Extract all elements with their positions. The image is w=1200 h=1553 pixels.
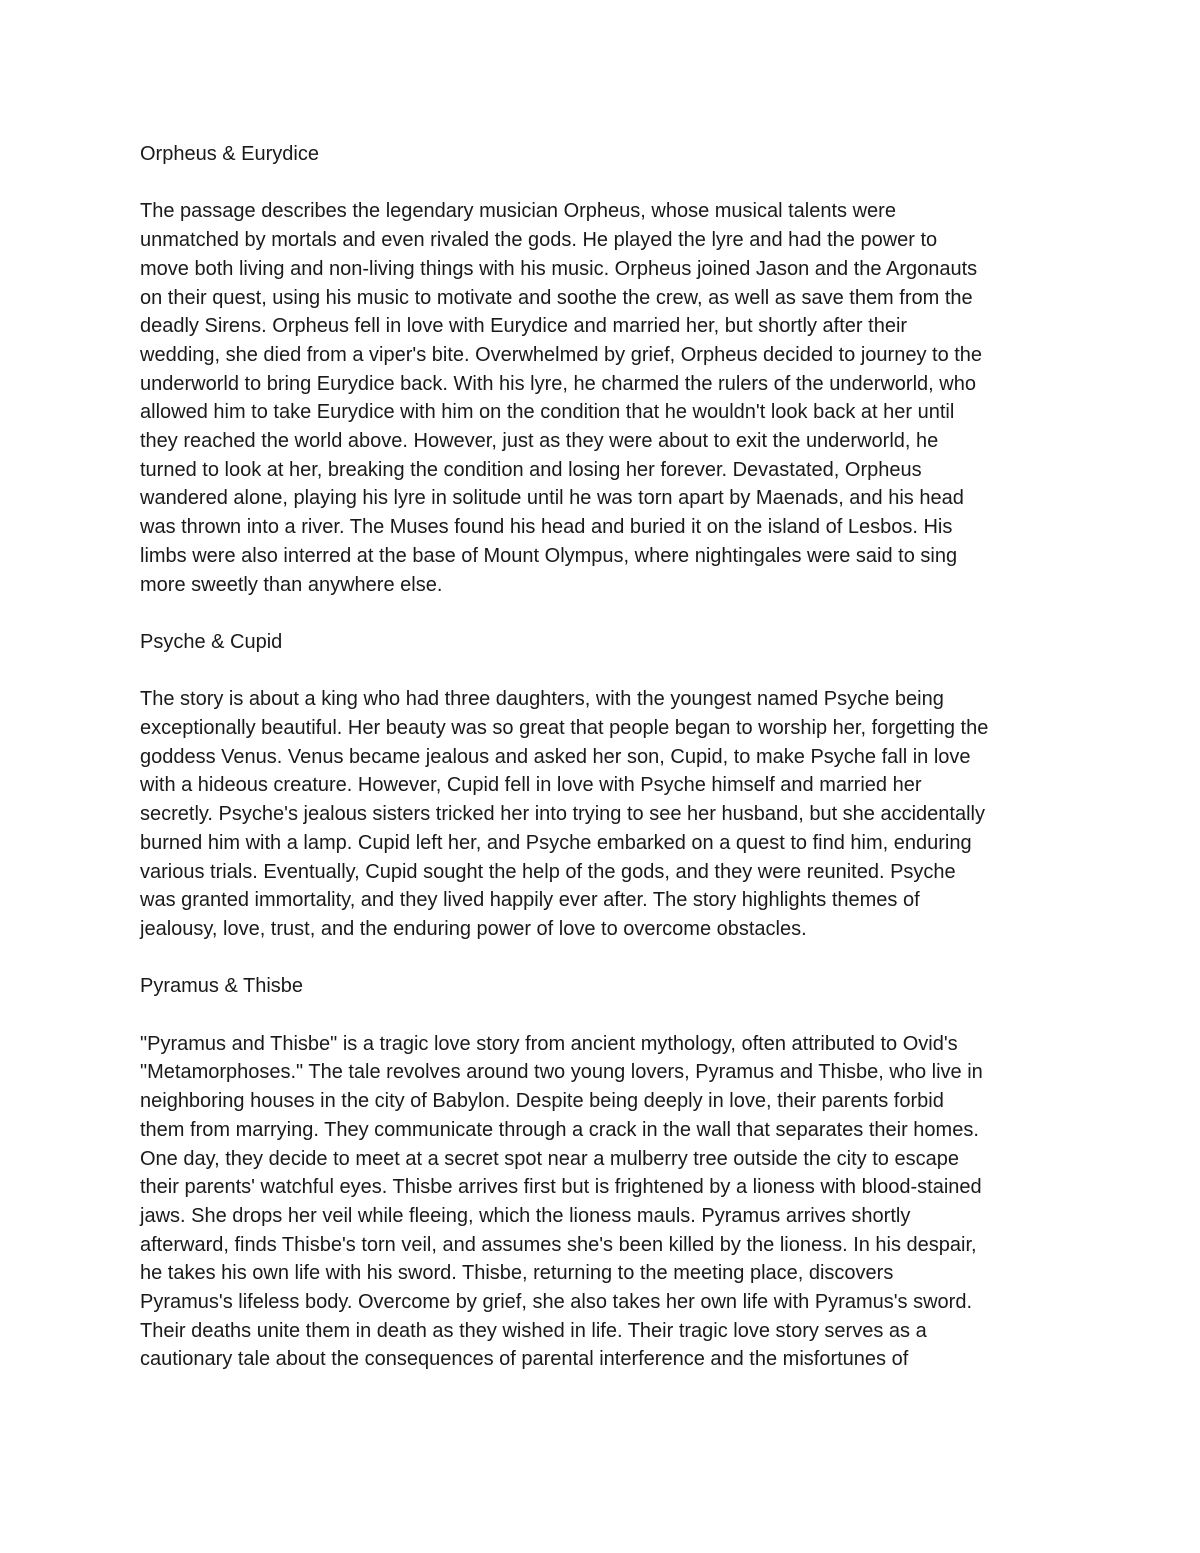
paragraph-line: deadly Sirens. Orpheus fell in love with Eurydice and married her, but shortly after their [140,315,908,338]
paragraph-line: allowed him to take Eurydice with him on the condition that he wouldn't look back at her until [140,401,955,424]
paragraph-line: they reached the world above. However, just as they were about to exit the underworld, he [140,430,939,453]
paragraph-line: burned him with a lamp. Cupid left her, and Psyche embarked on a quest to find him, enduring [140,831,972,854]
paragraph-line: with a hideous creature. However, Cupid fell in love with Psyche himself and married her [140,774,922,797]
section-orpheus-eurydice [140,140,1080,599]
paragraph-line: was thrown into a river. The Muses found his head and buried it on the island of Lesbos. His [140,516,953,539]
paragraph-line: "Pyramus and Thisbe" is a tragic love story from ancient mythology, often attributed to Ovid's [140,1032,958,1055]
document-body [140,140,1080,1403]
paragraph-line: unmatched by mortals and even rivaled the gods. He played the lyre and had the power to [140,229,938,252]
paragraph-line: afterward, finds Thisbe's torn veil, and assumes she's been killed by the lioness. In his despair, [140,1233,977,1256]
paragraph-line: them from marrying. They communicate through a crack in the wall that separates their homes. [140,1118,979,1141]
paragraph-line: was granted immortality, and they lived happily ever after. The story highlights themes of [140,889,920,912]
paragraph-line: he takes his own life with his sword. Thisbe, returning to the meeting place, discovers [140,1262,894,1285]
paragraph-line: cautionary tale about the consequences of parental interference and the misfortunes of [140,1348,909,1371]
paragraph-line: goddess Venus. Venus became jealous and asked her son, Cupid, to make Psyche fall in love [140,745,971,768]
paragraph-line: One day, they decide to meet at a secret spot near a mulberry tree outside the city to escape [140,1147,959,1170]
section-pyramus-thisbe [140,972,1080,1374]
section-heading: Psyche & Cupid [140,630,283,653]
paragraph-line: "Metamorphoses." The tale revolves around two young lovers, Pyramus and Thisbe, who live in [140,1061,983,1084]
paragraph-line: Pyramus's lifeless body. Overcome by grief, she also takes her own life with Pyramus's sword. [140,1291,973,1314]
paragraph-line: underworld to bring Eurydice back. With his lyre, he charmed the rulers of the underworld, who [140,372,976,395]
paragraph-line: on their quest, using his music to motivate and soothe the crew, as well as save them from the [140,286,973,309]
paragraph-line: jaws. She drops her veil while fleeing, which the lioness mauls. Pyramus arrives shortly [140,1204,911,1227]
paragraph-line: The passage describes the legendary musician Orpheus, whose musical talents were [140,200,896,223]
paragraph-line: wedding, she died from a viper's bite. Overwhelmed by grief, Orpheus decided to journey to the [140,343,983,366]
paragraph-line: various trials. Eventually, Cupid sought the help of the gods, and they were reunited. Psyche [140,860,956,883]
section-psyche-cupid [140,628,1080,944]
paragraph-line: turned to look at her, breaking the condition and losing her forever. Devastated, Orpheus [140,458,922,481]
paragraph-line: jealousy, love, trust, and the enduring power of love to overcome obstacles. [140,917,807,940]
section-paragraph [140,685,1080,943]
section-paragraph [140,197,1080,599]
section-heading: Orpheus & Eurydice [140,143,319,165]
paragraph-line: neighboring houses in the city of Babylon. Despite being deeply in love, their parents forbid [140,1090,944,1113]
paragraph-line: move both living and non-living things with his music. Orpheus joined Jason and the Argonauts [140,257,978,280]
paragraph-line: their parents' watchful eyes. Thisbe arrives first but is frightened by a lioness with blood-stained [140,1176,982,1199]
paragraph-line: secretly. Psyche's jealous sisters tricked her into trying to see her husband, but she accidentally [140,803,985,826]
section-paragraph [140,1030,1080,1374]
paragraph-line: limbs were also interred at the base of Mount Olympus, where nightingales were said to sing [140,544,958,567]
paragraph-line: exceptionally beautiful. Her beauty was so great that people began to worship her, forgetting the [140,717,989,740]
paragraph-line: The story is about a king who had three daughters, with the youngest named Psyche being [140,688,944,711]
paragraph-line: Their deaths unite them in death as they wished in life. Their tragic love story serves as a [140,1319,927,1342]
paragraph-line: more sweetly than anywhere else. [140,573,443,596]
section-heading: Pyramus & Thisbe [140,975,304,998]
paragraph-line: wandered alone, playing his lyre in solitude until he was torn apart by Maenads, and his head [140,487,964,510]
